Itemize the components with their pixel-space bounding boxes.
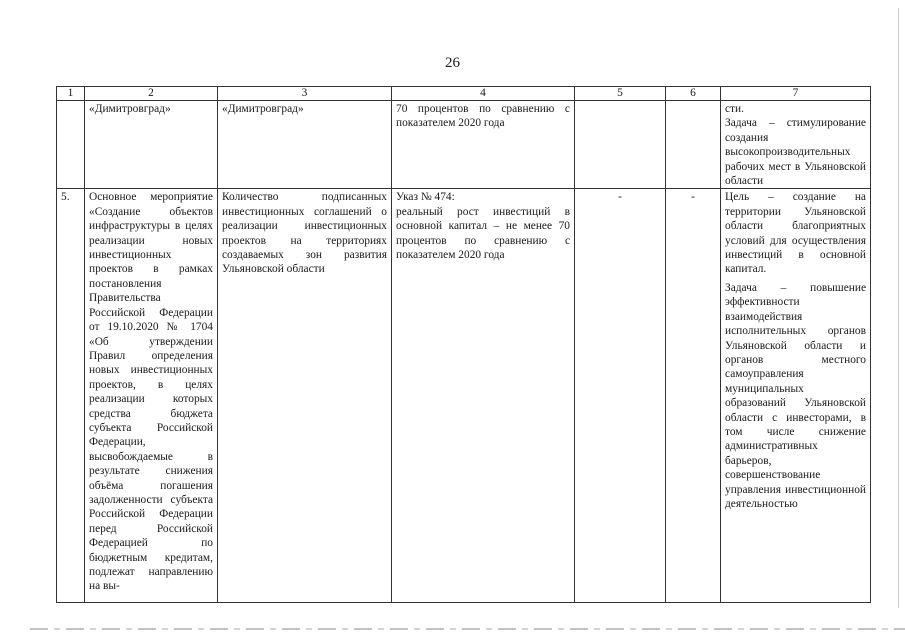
cell-indicator: «Димитровград» [218, 101, 392, 189]
document-table [56, 86, 871, 603]
header-col-5: 5 [575, 87, 666, 101]
cell-col6: - [666, 189, 721, 603]
header-col-3: 3 [218, 87, 392, 101]
page-edge-right [898, 8, 899, 608]
cell-event: «Димитровград» [85, 101, 218, 189]
header-col-4: 4 [392, 87, 575, 101]
page-number [0, 55, 905, 72]
cell-goal-text: Цель – создание на территории Ульяновской области благоприятных условий для осуществления инвестиций в основной капитал. [725, 191, 866, 276]
cell-goal [721, 101, 871, 189]
header-col-2: 2 [85, 87, 218, 101]
page-number-text: 26 [445, 55, 460, 71]
cell-indicator: Количество подписанных инвестиционных соглашений о реализации инвестиционных проектов на территориях создаваемых зон развития Ульяновской области [218, 189, 392, 603]
cell-event: Основное мероприятие «Создание объектов инфраструктуры в целях реализации новых инвестиционных проектов в рамках постановления Правительства Российской Федерации от 19.10.2020 № 1704 «Об утверждении Правил определения новых инвестиционных проектов, в целях реализации которых средства бюджета субъекта Российской Федерации, высвобождаемые в результате снижения объёма погашения задолженности субъекта Российской Федерации перед Российской Федерацией по бюджетным кредитам, подлежат направлению на вы- [85, 189, 218, 603]
cell-target-text: реальный рост инвестиций в основной капитал – не менее 70 процентов по сравнению с показателем 2020 года [396, 205, 570, 262]
table-row [57, 189, 871, 603]
header-col-1: 1 [57, 87, 85, 101]
cell-goal-text: сти. [725, 103, 744, 115]
cell-target: 70 процентов по сравнению с показателем 2020 года [392, 101, 575, 189]
cell-number: 5. [57, 189, 85, 603]
cell-task-text: Задача – повышение эффективности взаимодействия исполнительных органов Ульяновской области и органов местного самоуправления муниципальных образований Ульяновской области с инвесторами, в том числе снижение административных барьеров, совершенствование управления инвестиционной деятельностью [725, 281, 866, 510]
table-header-row [57, 87, 871, 101]
header-col-6: 6 [666, 87, 721, 101]
cell-goal [721, 189, 871, 603]
cell-col6 [666, 101, 721, 189]
cell-col5: - [575, 189, 666, 603]
header-col-7: 7 [721, 87, 871, 101]
cell-col5 [575, 101, 666, 189]
cell-target-decree: Указ № 474: [396, 191, 455, 204]
table-row [57, 101, 871, 189]
cell-task-text: Задача – стимулирование создания высокопроизводительных рабочих мест в Ульяновской области [725, 117, 866, 188]
cell-number [57, 101, 85, 189]
page-edge-bottom [30, 628, 905, 630]
cell-target [392, 189, 575, 603]
